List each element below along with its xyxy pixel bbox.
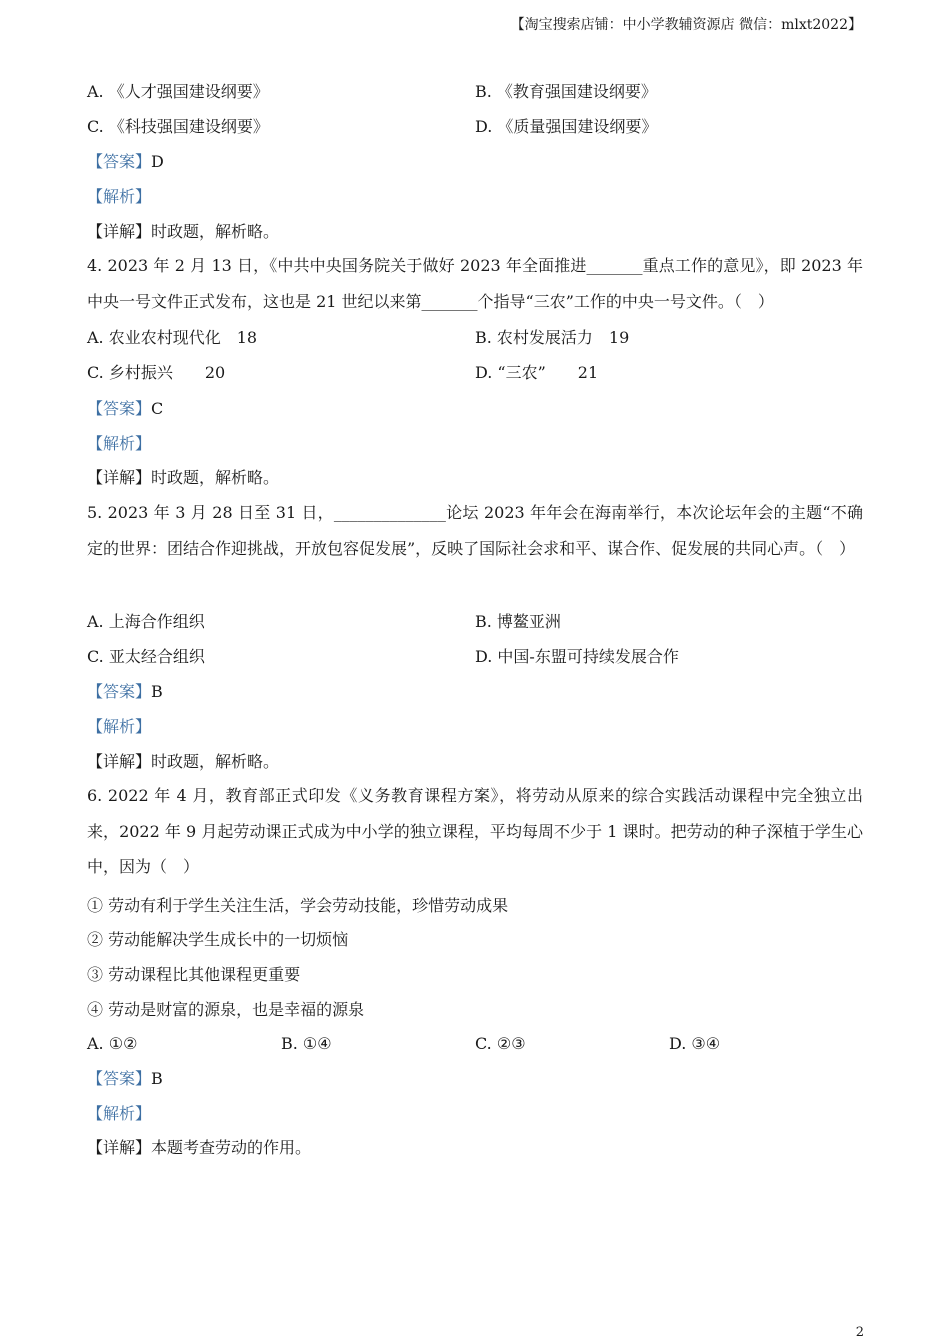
q3-answer <box>87 152 164 172</box>
detail-label: 【详解】 <box>87 1138 152 1157</box>
q4-answer <box>87 399 163 419</box>
q3-option-c: C. 《科技强国建设纲要》 <box>87 117 269 136</box>
q4-option-a: A. 农业农村现代化 18 <box>87 328 258 347</box>
q6-option-a: A. ①② <box>87 1034 138 1053</box>
q3-option-d: D. 《质量强国建设纲要》 <box>475 117 658 136</box>
page-number: 2 <box>855 1325 864 1340</box>
q5-option-b: B. 博鳌亚洲 <box>475 612 561 631</box>
q6-statement-1: ① 劳动有利于学生关注生活，学会劳动技能，珍惜劳动成果 <box>87 896 509 915</box>
q4-detail <box>87 468 279 488</box>
q5-detail <box>87 752 279 772</box>
answer-value: D <box>151 152 164 171</box>
q5-stem: 5. 2023 年 3 月 28 日至 31 日，______________论坛 2023 年年会在海南举行，本次论坛年会的主题“不确定的世界：团结合作迎挑战，开放包容促发展”，反映了国际社会求和平、谋合作、促发展的共同心声。（ ） <box>87 503 863 558</box>
q6-option-c: C. ②③ <box>475 1034 526 1053</box>
q6-detail <box>87 1138 311 1158</box>
answer-value: B <box>151 1069 163 1088</box>
q4-stem: 4. 2023 年 2 月 13 日，《中共中央国务院关于做好 2023 年全面推进_______重点工作的意见》，即 2023 年中央一号文件正式发布，这也是 21 世纪以来第_______个指导“三农”工作的中央一号文件。（ ） <box>87 256 863 311</box>
page-header: 【淘宝搜索店铺：中小学教辅资源店 微信：mlxt2022】 <box>510 17 862 33</box>
answer-value: B <box>151 682 163 701</box>
detail-text: 本题考查劳动的作用。 <box>151 1138 312 1157</box>
q4-option-b: B. 农村发展活力 19 <box>475 328 630 347</box>
q6-statement-4: ④ 劳动是财富的源泉，也是幸福的源泉 <box>87 1000 365 1019</box>
answer-label: 【答案】 <box>87 399 152 418</box>
q3-analysis-label: 【解析】 <box>87 187 152 206</box>
q6-answer <box>87 1069 163 1089</box>
answer-label: 【答案】 <box>87 1069 152 1088</box>
q5-option-d: D. 中国-东盟可持续发展合作 <box>475 647 679 666</box>
q4-analysis-label: 【解析】 <box>87 434 152 453</box>
detail-text: 时政题，解析略。 <box>151 468 280 487</box>
q5-option-c: C. 亚太经合组织 <box>87 647 205 666</box>
q4-option-d: D. “三农” 21 <box>475 363 599 382</box>
answer-label: 【答案】 <box>87 152 152 171</box>
detail-text: 时政题，解析略。 <box>151 752 280 771</box>
q3-option-b: B. 《教育强国建设纲要》 <box>475 82 657 101</box>
q3-detail <box>87 222 279 242</box>
answer-label: 【答案】 <box>87 682 152 701</box>
q6-analysis-label: 【解析】 <box>87 1104 152 1123</box>
q5-analysis-label: 【解析】 <box>87 717 152 736</box>
q5-option-a: A. 上海合作组织 <box>87 612 205 631</box>
q6-stem: 6. 2022 年 4 月，教育部正式印发《义务教育课程方案》，将劳动从原来的综合实践活动课程中完全独立出来，2022 年 9 月起劳动课正式成为中小学的独立课程，平均每周不少于 1 课时。把劳动的种子深植于学生心中，因为（ ） <box>87 786 863 876</box>
q6-option-d: D. ③④ <box>669 1034 721 1053</box>
detail-label: 【详解】 <box>87 468 152 487</box>
detail-text: 时政题，解析略。 <box>151 222 280 241</box>
q6-option-b: B. ①④ <box>281 1034 332 1053</box>
answer-value: C <box>151 399 164 418</box>
q6-statement-3: ③ 劳动课程比其他课程更重要 <box>87 965 301 984</box>
q4-option-c: C. 乡村振兴 20 <box>87 363 226 382</box>
detail-label: 【详解】 <box>87 222 152 241</box>
detail-label: 【详解】 <box>87 752 152 771</box>
q3-option-a: A. 《人才强国建设纲要》 <box>87 82 269 101</box>
q5-answer <box>87 682 163 702</box>
q6-statement-2: ② 劳动能解决学生成长中的一切烦恼 <box>87 930 349 949</box>
